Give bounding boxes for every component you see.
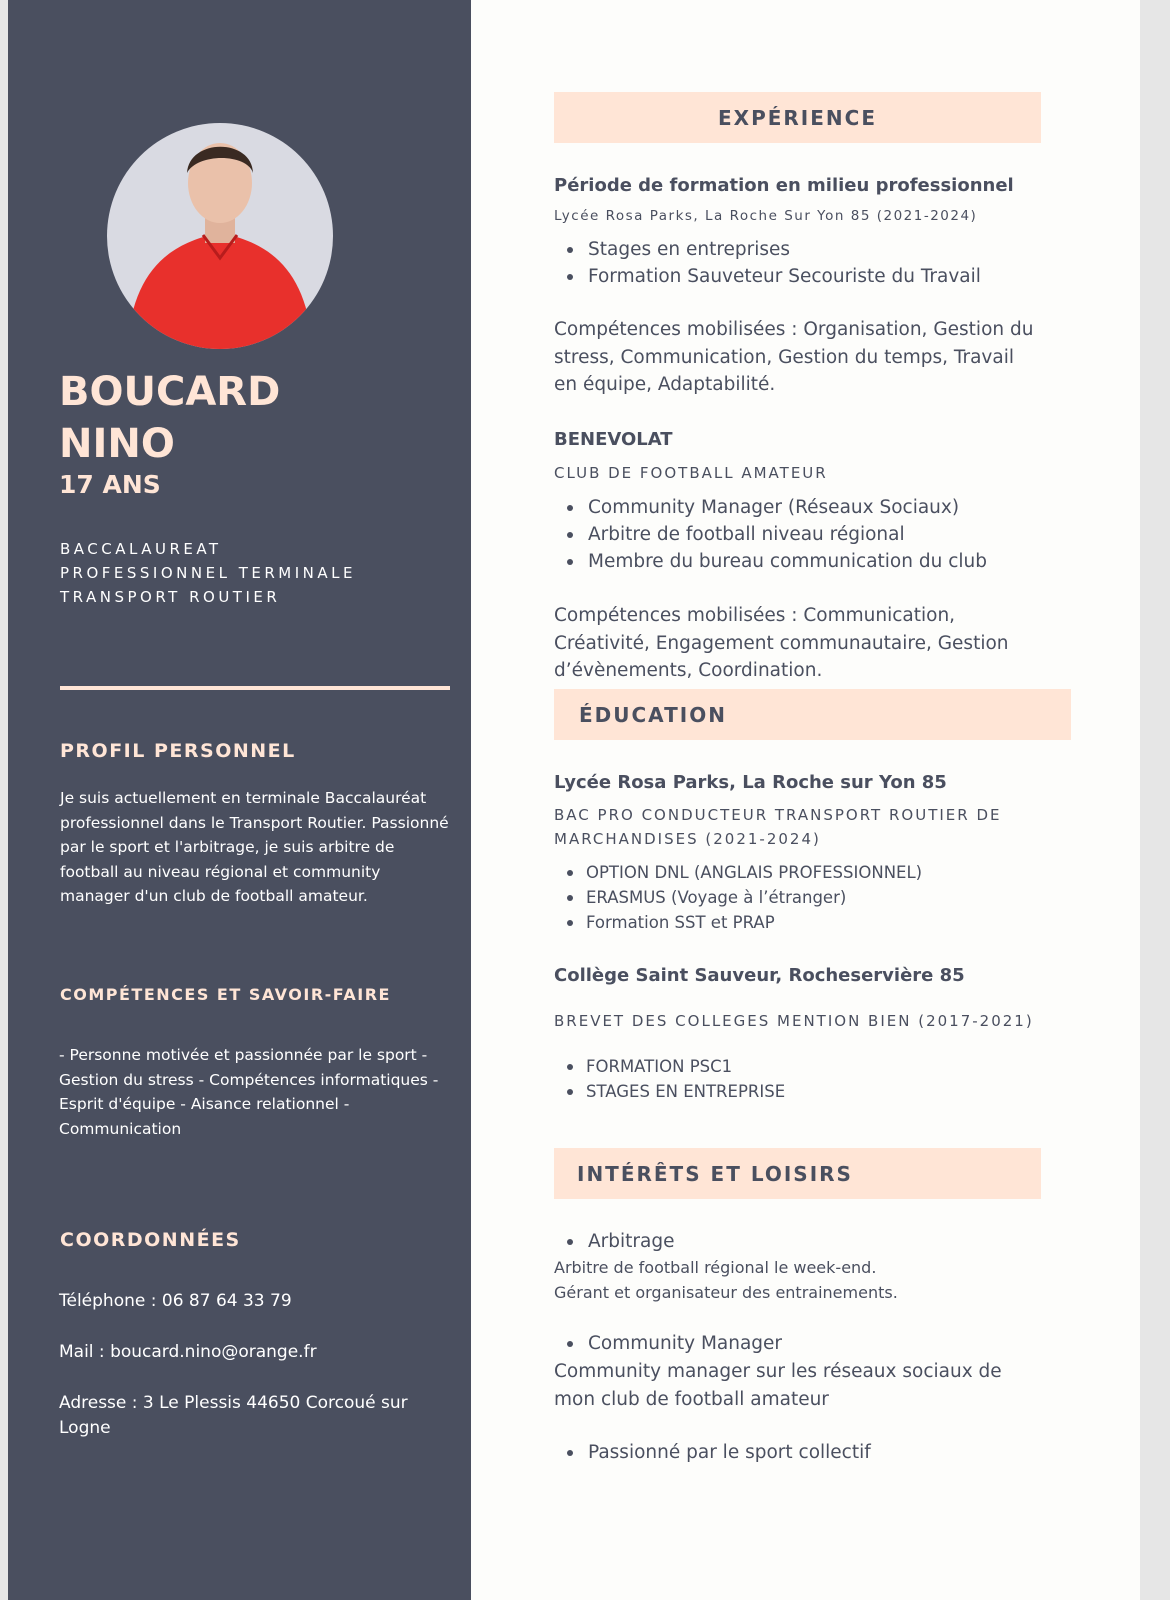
- job-skills: Compétences mobilisées : Organisation, Gestion du stress, Communication, Gestion du temps, Travail en équipe, Adaptabilité.: [554, 319, 1034, 395]
- list-item: Arbitrage: [554, 1228, 674, 1255]
- list-item: Arbitre de football niveau régional: [554, 521, 987, 548]
- list-item: FORMATION PSC1: [554, 1054, 785, 1079]
- job-list: [554, 236, 981, 290]
- divider: [60, 686, 450, 690]
- job-skills: Compétences mobilisées : Communication, Créativité, Engagement communautaire, Gestion d’évènements, Coordination.: [554, 605, 1009, 681]
- first-name: NINO: [59, 421, 175, 467]
- interest-item: [554, 1439, 871, 1466]
- last-name: BOUCARD: [59, 369, 281, 415]
- job-subtitle: Lycée Rosa Parks, La Roche Sur Yon 85 (2021-2024): [554, 208, 978, 224]
- interest-text: [554, 1255, 898, 1305]
- school-list: [554, 1054, 785, 1104]
- address: Adresse : 3 Le Plessis 44650 Corcoué sur Logne: [59, 1393, 408, 1438]
- interest-line: Arbitre de football régional le week-end.: [554, 1258, 877, 1277]
- school-subtitle: BAC PRO CONDUCTEUR TRANSPORT ROUTIER DE MARCHANDISES (2021-2024): [554, 806, 1002, 848]
- list-item: Community Manager (Réseaux Sociaux): [554, 494, 987, 521]
- interest-text: Community manager sur les réseaux sociaux de mon club de football amateur: [554, 1361, 1002, 1410]
- diploma-line: BACCALAUREAT: [60, 540, 222, 558]
- diploma-line: TRANSPORT ROUTIER: [60, 588, 281, 606]
- interests-header: INTÉRÊTS ET LOISIRS: [554, 1148, 1041, 1199]
- interest-item: [554, 1228, 674, 1255]
- education-header: ÉDUCATION: [554, 689, 1071, 740]
- diploma-line: PROFESSIONNEL TERMINALE: [60, 564, 356, 582]
- interest-line: Gérant et organisateur des entrainements.: [554, 1283, 898, 1302]
- list-item: Stages en entreprises: [554, 236, 981, 263]
- profile-title: PROFIL PERSONNEL: [60, 740, 296, 762]
- diploma: [60, 537, 356, 609]
- list-item: Formation SST et PRAP: [554, 910, 922, 935]
- profile-text: Je suis actuellement en terminale Baccalauréat professionnel dans le Transport Routier. Passionné par le sport et l'arbitrage, je suis arbitre de football au niveau régional et community manager d'un club de football amateur.: [60, 789, 449, 905]
- job-subtitle: CLUB DE FOOTBALL AMATEUR: [554, 464, 828, 482]
- age: 17 ANS: [59, 470, 161, 499]
- list-item: ERASMUS (Voyage à l’étranger): [554, 885, 922, 910]
- job-title: Période de formation en milieu professionnel: [554, 175, 1014, 196]
- list-item: Community Manager: [554, 1330, 782, 1357]
- list-item: Membre du bureau communication du club: [554, 548, 987, 575]
- school-list: [554, 860, 922, 935]
- school-subtitle: BREVET DES COLLEGES MENTION BIEN (2017-2021): [554, 1012, 1034, 1030]
- contact-title: COORDONNÉES: [60, 1229, 241, 1251]
- list-item: STAGES EN ENTREPRISE: [554, 1079, 785, 1104]
- experience-header: EXPÉRIENCE: [554, 92, 1041, 143]
- email: Mail : boucard.nino@orange.fr: [59, 1342, 317, 1362]
- interest-item: [554, 1330, 782, 1357]
- skills-title: COMPÉTENCES ET SAVOIR-FAIRE: [60, 985, 391, 1004]
- phone: Téléphone : 06 87 64 33 79: [59, 1291, 292, 1311]
- profile-photo: [107, 123, 333, 349]
- list-item: Formation Sauveteur Secouriste du Travail: [554, 263, 981, 290]
- list-item: Passionné par le sport collectif: [554, 1439, 871, 1466]
- skills-text: - Personne motivée et passionnée par le sport - Gestion du stress - Compétences informatiques - Esprit d'équipe - Aisance relationnel - Communication: [59, 1046, 439, 1138]
- job-list: [554, 494, 987, 575]
- school-title: Collège Saint Sauveur, Rocheservière 85: [554, 965, 965, 986]
- list-item: OPTION DNL (ANGLAIS PROFESSIONNEL): [554, 860, 922, 885]
- job-title: BENEVOLAT: [554, 429, 673, 450]
- school-title: Lycée Rosa Parks, La Roche sur Yon 85: [554, 772, 947, 793]
